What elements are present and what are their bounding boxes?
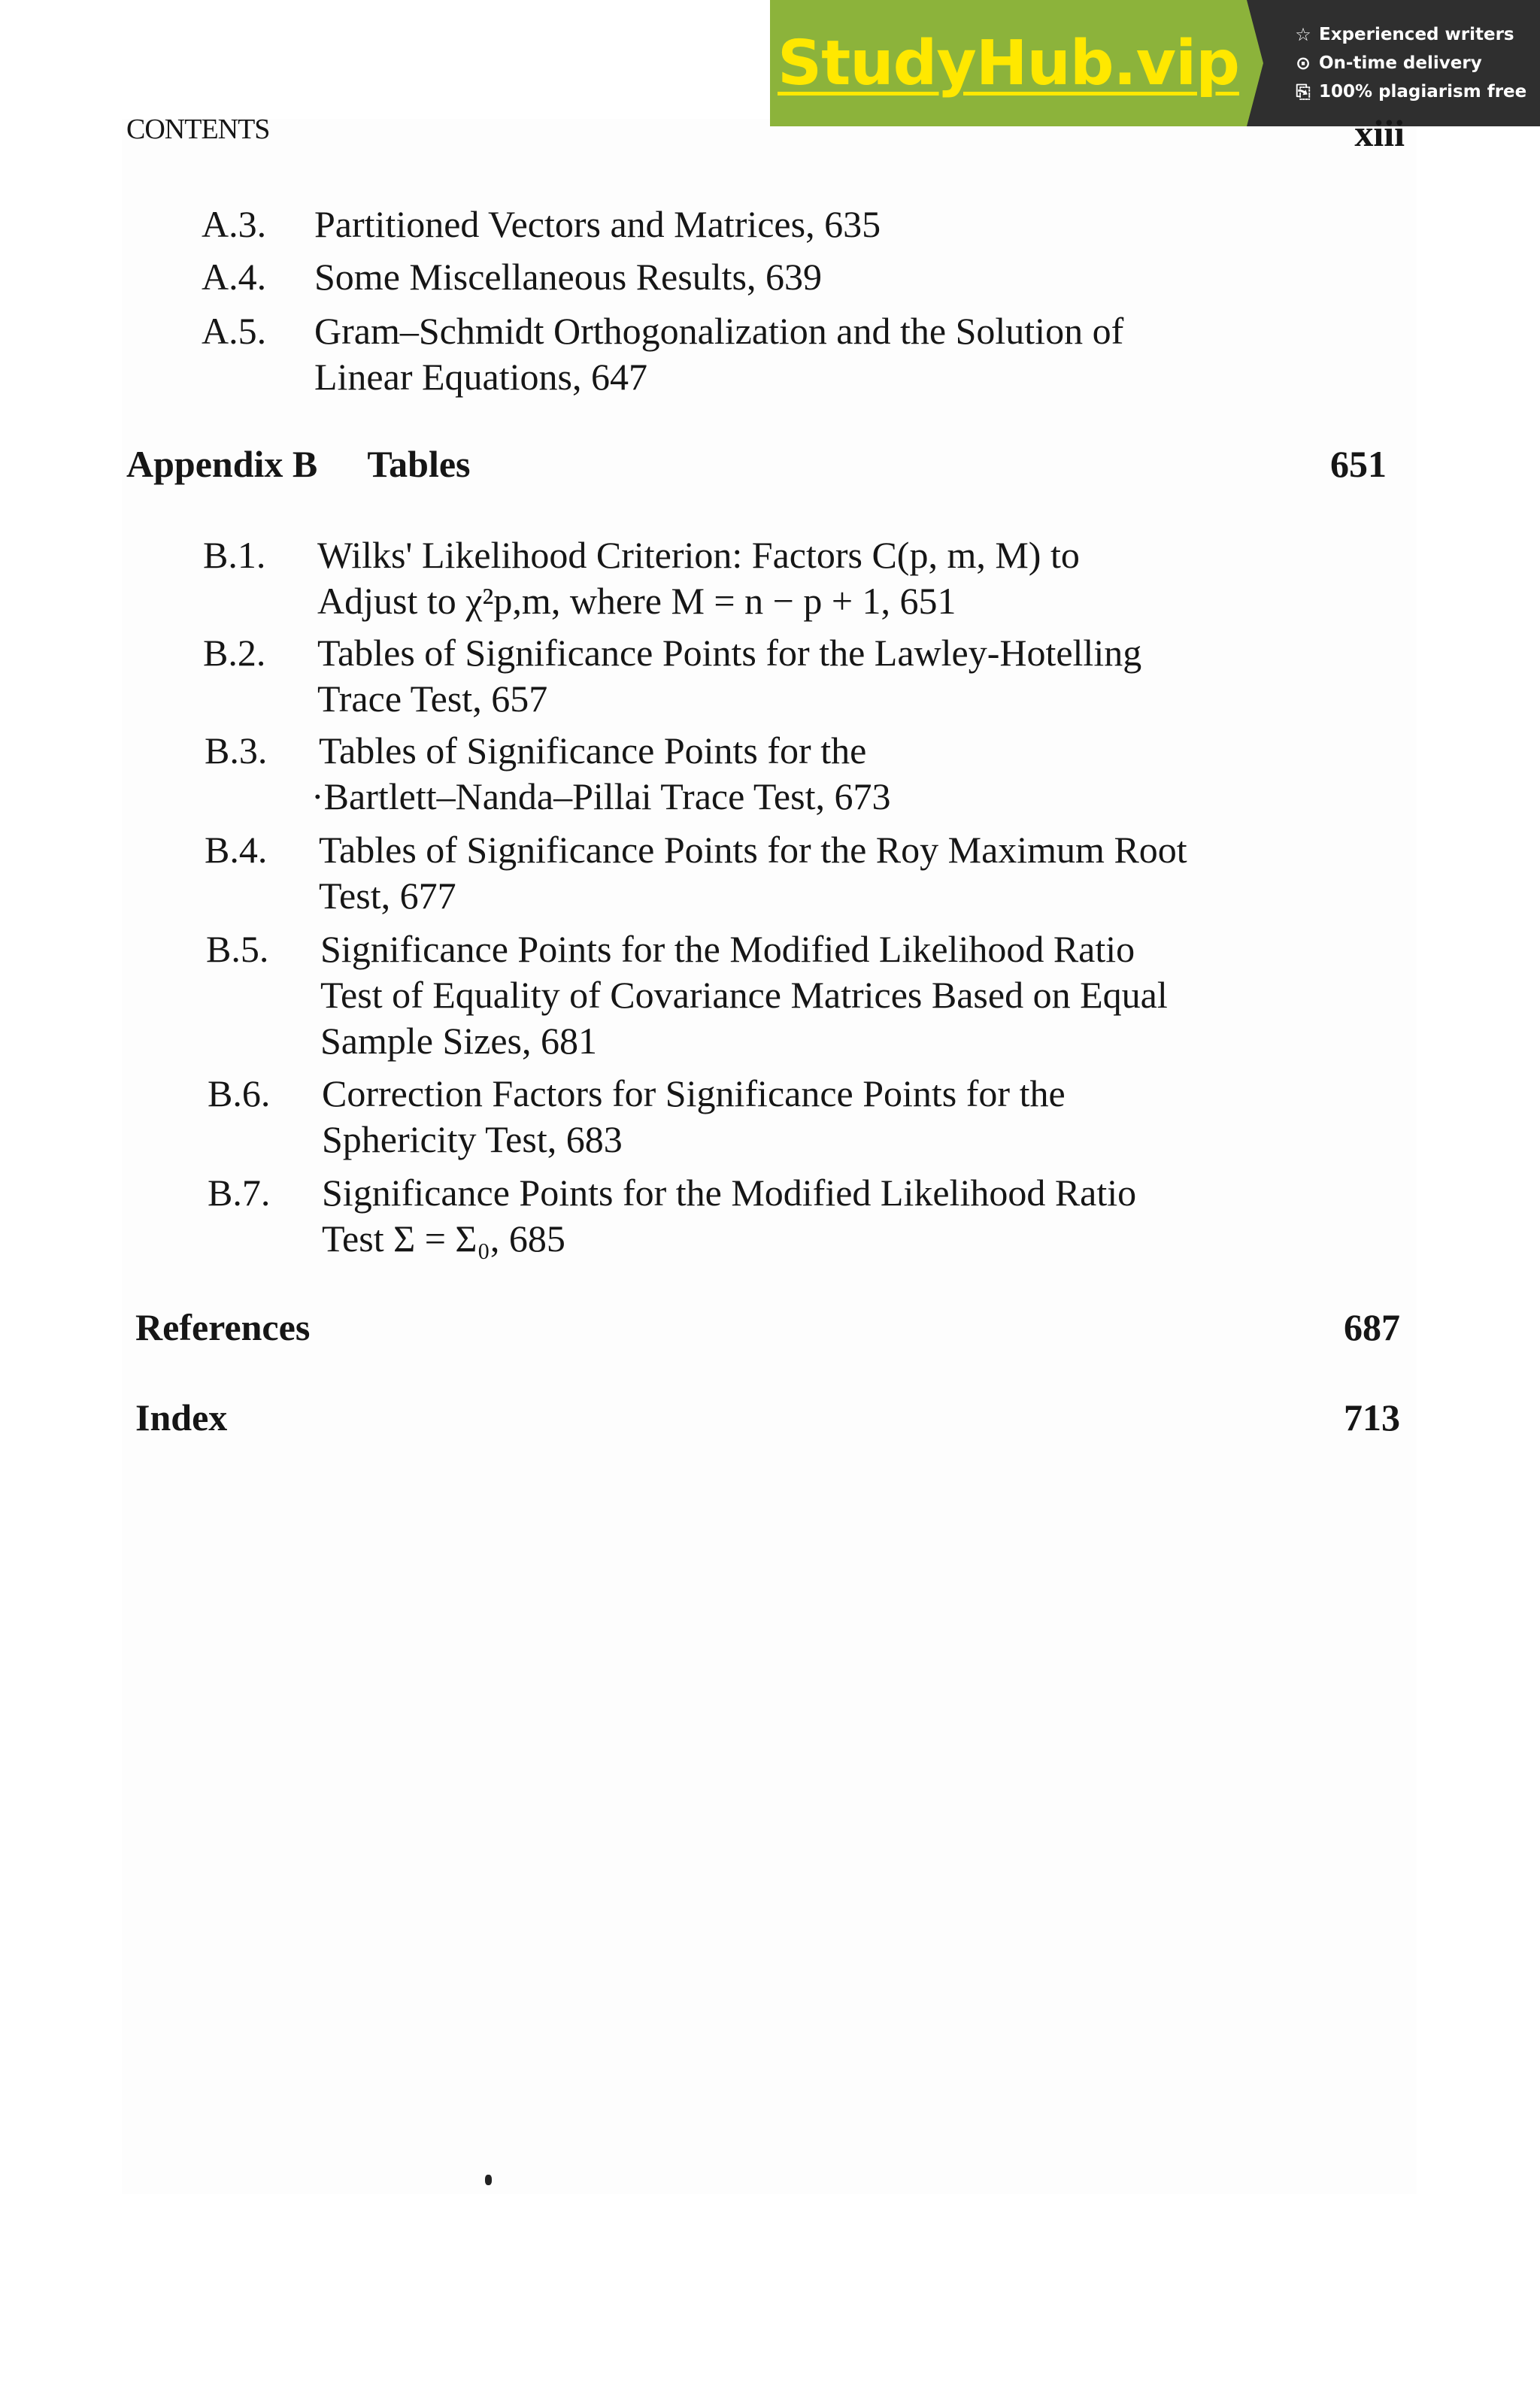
clock-icon: ⊙	[1295, 53, 1311, 74]
entry-text: Sample Sizes, 681	[320, 1020, 598, 1062]
scan-speck	[485, 2175, 492, 2185]
entry-text: Linear Equations, 647	[314, 356, 647, 398]
entry-text: Test, 677	[319, 875, 456, 917]
appendix-b-page: 651	[1330, 443, 1387, 485]
entry-number: A.4.	[202, 256, 267, 298]
banner-features	[1247, 0, 1540, 126]
entry-text: Tables of Significance Points for the Roy Maximum Root	[319, 829, 1187, 871]
entry-number: A.3.	[202, 203, 267, 245]
entry-text: Correction Factors for Significance Points for the	[322, 1072, 1066, 1114]
entry-text: Test of Equality of Covariance Matrices Based on Equal	[320, 974, 1168, 1016]
brand-name[interactable]: StudyHub.vip	[778, 27, 1239, 99]
entry-text: Some Miscellaneous Results, 639	[314, 256, 822, 298]
entry-number: A.5.	[202, 310, 267, 352]
references-page: 687	[1344, 1306, 1400, 1348]
entry-text: Tables of Significance Points for the Lawley-Hotelling	[317, 632, 1142, 674]
entry-text: Sphericity Test, 683	[322, 1118, 623, 1160]
entry-number: B.5.	[206, 928, 269, 970]
entry-number: B.4.	[205, 829, 268, 871]
entry-text: Gram–Schmidt Orthogonalization and the Solution of	[314, 310, 1124, 352]
index-page: 713	[1344, 1396, 1400, 1439]
entry-number: B.6.	[208, 1072, 271, 1114]
feature-experienced-writers	[1293, 24, 1540, 45]
copy-icon: ⎘	[1296, 81, 1311, 102]
entry-text: ·Bartlett–Nanda–Pillai Trace Test, 673	[311, 775, 891, 817]
entry-text: Wilks' Likelihood Criterion: Factors C(p, m, M) to	[317, 534, 1080, 576]
running-head: CONTENTS	[126, 114, 270, 145]
entry-text: Test Σ = Σ₀, 685	[322, 1217, 565, 1260]
appendix-title: Tables	[367, 443, 471, 485]
feature-label: On-time delivery	[1319, 53, 1482, 73]
appendix-label: Appendix B	[126, 443, 318, 485]
page-scan	[122, 119, 1417, 2194]
entry-text: Significance Points for the Modified Likelihood Ratio	[320, 928, 1135, 970]
entry-text: Tables of Significance Points for the	[319, 729, 867, 772]
entry-text: Partitioned Vectors and Matrices, 635	[314, 203, 881, 245]
appendix-b-heading[interactable]	[126, 442, 471, 486]
feature-label: Experienced writers	[1319, 25, 1514, 44]
feature-plagiarism-free	[1293, 81, 1540, 102]
entry-text: Adjust to χ²p,m, where M = n − p + 1, 651	[317, 580, 956, 622]
entry-number: B.7.	[208, 1172, 271, 1214]
page-number: xiii	[1354, 112, 1405, 154]
entry-number: B.3.	[205, 729, 268, 772]
entry-text: Significance Points for the Modified Likelihood Ratio	[322, 1172, 1137, 1214]
index-heading[interactable]: Index	[135, 1396, 228, 1439]
feature-label: 100% plagiarism free	[1319, 82, 1527, 102]
star-icon: ☆	[1295, 24, 1311, 45]
banner-chevron	[1247, 0, 1263, 126]
feature-on-time-delivery	[1293, 53, 1540, 74]
entry-number: B.2.	[203, 632, 266, 674]
entry-number: B.1.	[203, 534, 266, 576]
ad-banner[interactable]	[770, 0, 1540, 126]
brand-logo-link[interactable]	[770, 0, 1247, 126]
entry-text: Trace Test, 657	[317, 678, 548, 720]
references-heading[interactable]: References	[135, 1306, 311, 1348]
